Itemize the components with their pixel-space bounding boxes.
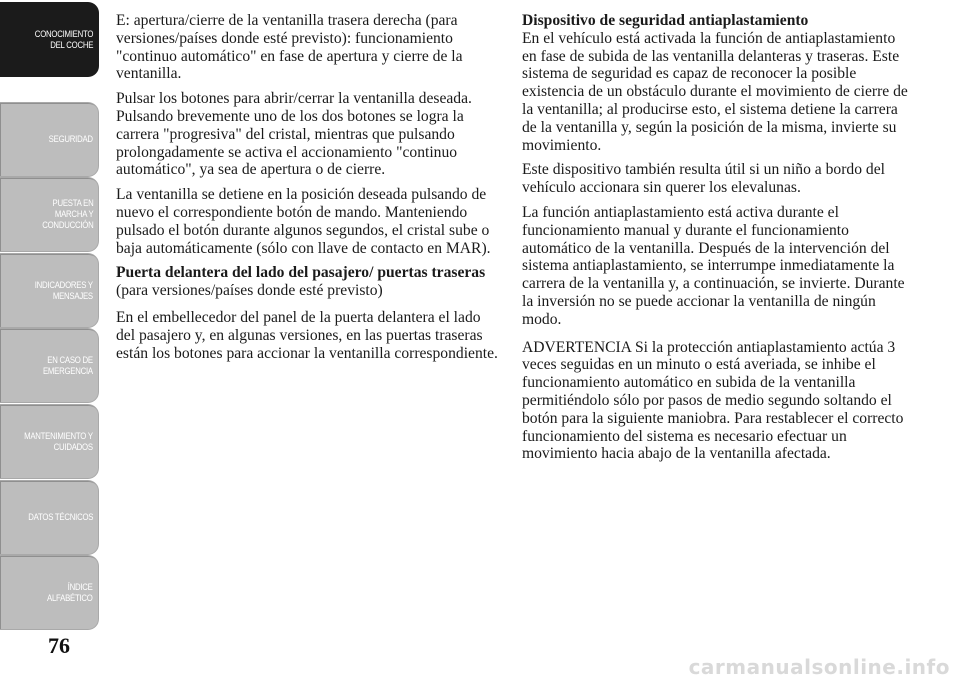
paragraph-press-buttons: Pulsar los botones para abrir/cerrar la ventanilla deseada. Pulsando brevemente uno de los dos botones se logra la carrera "progresiva" del cristal, mientras que pulsando prolongadamente se activa el accionamiento "continuo automático", ya sea de apertura o de cierre. bbox=[116, 90, 472, 179]
section-heading-anti-pinch: Dispositivo de seguridad antiaplastamiento bbox=[522, 12, 809, 29]
tab-indice-alfabetico[interactable] bbox=[0, 556, 98, 629]
tab-label: PUESTA EN MARCHA Y CONDUCCIÓN bbox=[41, 198, 93, 231]
warning-paragraph: ADVERTENCIA Si la protección antiaplastamiento actúa 3 veces seguidas en un minuto o está averiada, se inhibe el funcionamiento automático en subida de la ventanilla permitiéndolo sólo por pasos de medio segundo soltando el botón para la siguiente maniobra. Para restablecer el correcto funcionamiento del sistema es necesario efectuar un movimiento hacia abajo de la ventanilla afectada. bbox=[522, 338, 904, 463]
tab-label: DATOS TÉCNICOS bbox=[28, 512, 93, 523]
tab-indicadores-y-mensajes[interactable] bbox=[0, 254, 98, 327]
page-number: 76 bbox=[48, 633, 70, 658]
section-subheading: (para versiones/países donde esté previsto) bbox=[116, 282, 383, 300]
tab-seguridad[interactable] bbox=[0, 103, 98, 176]
paragraph-child-safety: Este dispositivo también resulta útil si un niño a bordo del vehículo accionara sin querer los elevalunas. bbox=[522, 161, 885, 197]
tab-label: ÍNDICE ALFABÉTICO bbox=[47, 581, 93, 604]
right-column bbox=[522, 12, 912, 470]
chapter-sidebar bbox=[0, 0, 100, 686]
paragraph-anti-pinch-function: En el vehículo está activada la función de antiaplastamiento en fase de subida de las ventanilla delanteras y traseras. Este sistema de seguridad es capaz de reconocer la posible existencia de un obstáculo durante el movimiento de cierre de la ventanilla; al producirse esto, el sistema detiene la carrera de la ventanilla y, según la posición de la misma, invierte su movimiento. bbox=[522, 29, 908, 154]
tab-label: EN CASO DE EMERGENCIA bbox=[43, 354, 93, 377]
tab-datos-tecnicos[interactable] bbox=[0, 481, 98, 554]
tab-label: SEGURIDAD bbox=[48, 134, 93, 145]
paragraph-manual-automatic: La función antiaplastamiento está activa durante el funcionamiento manual y durante el funcionamiento automático de la ventanilla. Después de la intervención del sistema antiaplastamiento, se interrumpe inmediatamente la carrera de la ventanilla y, a continuación, se invierte. Durante la inversión no se puede accionar la ventanilla de ningún modo. bbox=[522, 203, 905, 328]
tab-conocimiento-del-coche[interactable] bbox=[0, 3, 98, 76]
paragraph-window-stops: La ventanilla se detiene en la posición deseada pulsando de nuevo el correspondiente botón de mando. Manteniendo pulsado el botón durante algunos segundos, el cristal sube o baja automáticamente (sólo con llave de contacto en MAR). bbox=[116, 186, 491, 257]
tab-en-caso-de-emergencia[interactable] bbox=[0, 329, 98, 402]
watermark: carmanualsonline.info bbox=[688, 655, 950, 679]
tab-mantenimiento-y-cuidados[interactable] bbox=[0, 405, 98, 478]
section-heading-passenger-door: Puerta delantera del lado del pasajero/ puertas traseras bbox=[116, 264, 486, 282]
tab-label: MANTENIMIENTO Y CUIDADOS bbox=[24, 430, 93, 453]
tab-puesta-en-marcha[interactable] bbox=[0, 178, 98, 251]
tab-label: INDICADORES Y MENSAJES bbox=[34, 279, 93, 302]
paragraph-e-rear-right-window: E: apertura/cierre de la ventanilla trasera derecha (para versiones/países donde esté previsto): funcionamiento "continuo automático" en fase de apertura y cierre de la ventanilla. bbox=[116, 12, 463, 83]
paragraph-door-panel-buttons: En el embellecedor del panel de la puerta delantera el lado del pasajero y, en algunas versiones, en las puertas traseras están los botones para accionar la ventanilla correspondiente. bbox=[116, 308, 498, 362]
left-column bbox=[116, 12, 498, 369]
tab-label: CONOCIMIENTO DEL COCHE bbox=[34, 28, 93, 51]
